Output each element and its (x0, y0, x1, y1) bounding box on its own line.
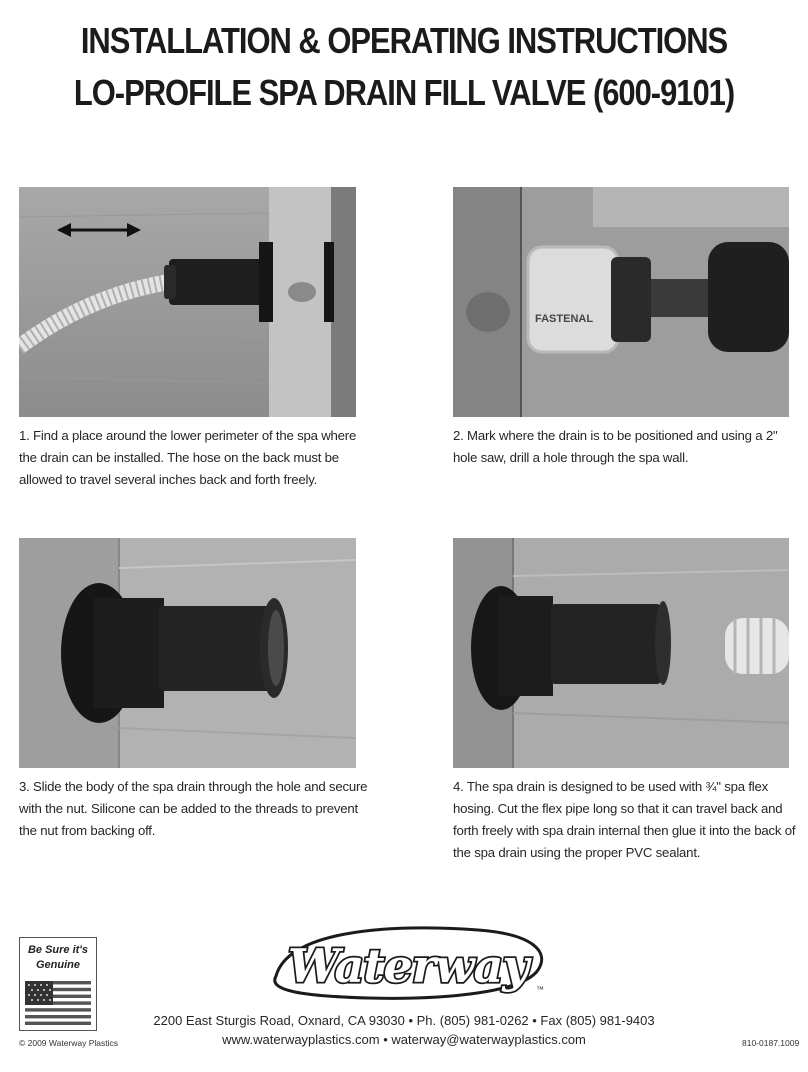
document-number: 810-0187.1009 (742, 1038, 800, 1048)
badge-line-2: Genuine (35, 959, 80, 971)
document-title-line-1: INSTALLATION & OPERATING INSTRUCTIONS (80, 20, 728, 61)
step-1-caption: 1. Find a place around the lower perimeter of the spa where the drain can be installed. The hose on the back must be allowed to travel several inches back and forth freely. (19, 428, 357, 487)
brand-wordmark: Waterway (287, 939, 529, 993)
step-2-caption: 2. Mark where the drain is to be positioned and using a 2" hole saw, drill a hole through the spa wall. (453, 428, 778, 465)
trademark-symbol: ™ (536, 985, 544, 994)
step-1-photo (19, 187, 356, 417)
company-address: 2200 East Sturgis Road, Oxnard, CA 93030 • Ph. (805) 981-0262 • Fax (805) 981-9403 (153, 1013, 655, 1028)
step-4-caption: 4. The spa drain is designed to be used with ¾" spa flex hosing. Cut the flex pipe long so that it can travel back and forth freely with spa drain internal then glue it into the back of the spa drain using the proper PVC sealant. (453, 779, 796, 860)
badge-line-1: Be Sure it's (27, 944, 89, 956)
document-title-line-2: LO-PROFILE SPA DRAIN FILL VALVE (600-9101) (73, 72, 735, 113)
waterway-logo (258, 918, 558, 1006)
step-2-photo (453, 187, 789, 417)
website-email[interactable]: www.waterwayplastics.com • waterway@waterwayplastics.com (222, 1032, 586, 1047)
step-4-photo (453, 538, 789, 768)
step-3-photo (19, 538, 356, 768)
copyright-notice: © 2009 Waterway Plastics (19, 1038, 119, 1048)
fastenal-label: FASTENAL (535, 313, 594, 325)
step-3-caption: 3. Slide the body of the spa drain through the hole and secure with the nut. Silicone can be added to the threads to prevent the nut from backing off. (19, 779, 368, 838)
